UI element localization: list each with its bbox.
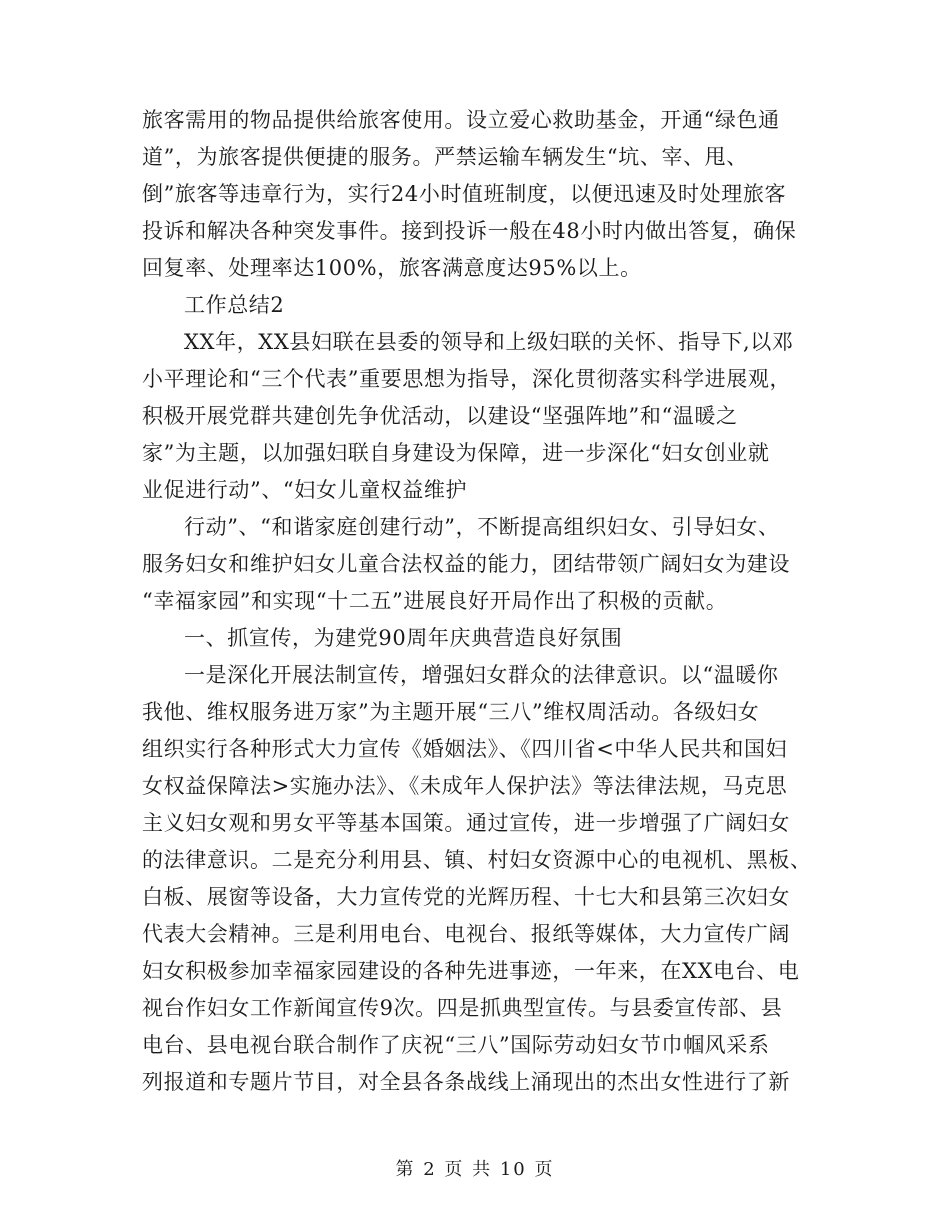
body-text-line: 代表大会精神。三是利用电台、电视台、报纸等媒体，大力宣传广阔 <box>142 922 790 946</box>
body-text-line: 旅客需用的物品提供给旅客使用。设立爱心救助基金，开通“绿色通 <box>142 108 780 132</box>
body-text-line: 投诉和解决各种突发事件。接到投诉一般在48小时内做出答复，确保 <box>142 219 797 243</box>
body-text-line: 的法律意识。二是充分利用县、镇、村妇女资源中心的电视机、黑板、 <box>142 848 812 872</box>
body-text-line: 女权益保障法>实施办法》、《未成年人保护法》等法律法规，马克思 <box>142 774 788 798</box>
body-text-line: 行动”、“和谐家庭创建行动”，不断提高组织妇女、引导妇女、 <box>184 515 780 539</box>
body-text-line: 积极开展党群共建创先争优活动，以建设“坚强阵地”和“温暖之 <box>142 404 738 428</box>
body-text-line: 服务妇女和维护妇女儿童合法权益的能力，团结带领广阔妇女为建设 <box>142 552 790 576</box>
body-text-line: 回复率、处理率达100%，旅客满意度达95%以上。 <box>142 256 642 280</box>
body-text-line: 电台、县电视台联合制作了庆祝“三八”国际劳动妇女节巾帼风采系 <box>142 1033 770 1057</box>
body-text-line: 视台作妇女工作新闻宣传9次。四是抓典型宣传。与县委宣传部、县 <box>142 996 783 1020</box>
section-heading: 一、抓宣传，为建党90周年庆典营造良好氛围 <box>184 626 623 650</box>
body-text-line: 小平理论和“三个代表”重要思想为指导，深化贯彻落实科学进展观， <box>142 367 792 391</box>
page-number-footer: 第 2 页 共 10 页 <box>395 1159 555 1180</box>
body-text-line: 主义妇女观和男女平等基本国策。通过宣传，进一步增强了广阔妇女 <box>142 811 790 835</box>
body-text-line: 业促进行动”、“妇女儿童权益维护 <box>142 478 468 502</box>
body-text-line: 白板、展窗等设备，大力宣传党的光辉历程、十七大和县第三次妇女 <box>142 885 790 909</box>
body-text-line: 列报道和专题片节目，对全县各条战线上涌现出的杰出女性进行了新 <box>142 1070 790 1094</box>
body-text-line: 道”，为旅客提供便捷的服务。严禁运输车辆发生“坑、宰、甩、 <box>142 145 748 169</box>
body-text-line: 妇女积极参加幸福家园建设的各种先进事迹，一年来，在XX电台、电 <box>142 959 800 983</box>
section-heading: 工作总结2 <box>184 293 285 317</box>
body-text-line: 家”为主题，以加强妇联自身建设为保障，进一步深化“妇女创业就 <box>142 441 770 465</box>
body-text-line: XX年，XX县妇联在县委的领导和上级妇联的关怀、指导下,以邓 <box>184 330 794 354</box>
body-text-line: 倒”旅客等违章行为，实行24小时值班制度，以便迅速及时处理旅客 <box>142 182 787 206</box>
body-text-line: 一是深化开展法制宣传，增强妇女群众的法律意识。以“温暖你 <box>184 663 779 687</box>
body-text-line: 组织实行各种形式大力宣传《婚姻法》、《四川省<中华人民共和国妇 <box>142 737 788 761</box>
body-text-line: “幸福家园”和实现“十二五”进展良好开局作出了积极的贡献。 <box>142 589 728 613</box>
body-text-line: 我他、维权服务进万家”为主题开展“三八”维权周活动。各级妇女 <box>142 700 760 724</box>
